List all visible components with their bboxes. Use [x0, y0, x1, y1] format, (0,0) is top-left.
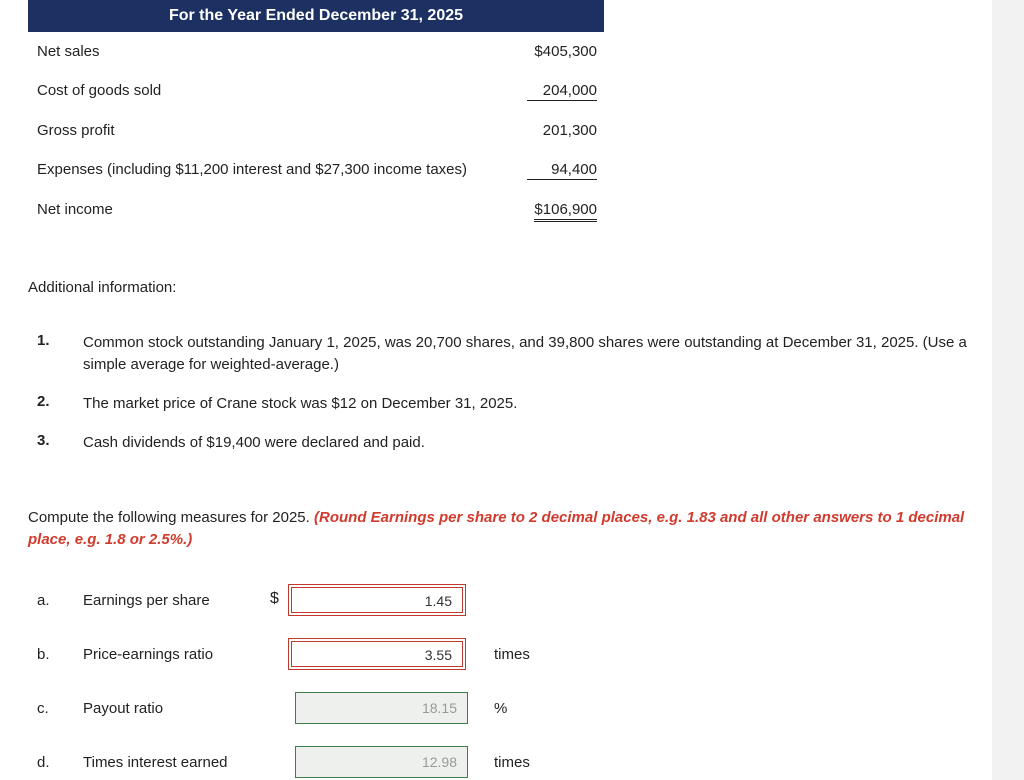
unit-label: % [494, 700, 508, 717]
statement-row-net-income [37, 201, 597, 223]
additional-info-heading: Additional information: [28, 279, 177, 296]
answer-field-outline [288, 638, 466, 670]
unit-label: times [494, 646, 530, 663]
statement-row-cogs [37, 82, 597, 104]
answer-field-outline [288, 584, 466, 616]
answer-input[interactable]: 3.55 [291, 641, 463, 667]
list-text: Cash dividends of $19,400 were declared and paid. [83, 434, 425, 451]
question-payout-ratio [37, 692, 637, 726]
statement-label: Gross profit [37, 122, 115, 139]
statement-row-gross-profit [37, 122, 597, 144]
question-label: Times interest earned [83, 754, 228, 771]
instructions [28, 507, 968, 551]
rounding-note: (Round Earnings per share to 2 decimal places, e.g. 1.83 and all other answers to 1 decimal place, e.g. 1.8 or 2.5%.) [28, 509, 965, 548]
question-label: Price-earnings ratio [83, 646, 214, 663]
list-number: 2. [37, 393, 50, 410]
statement-label: Cost of goods sold [37, 82, 162, 99]
statement-label: Net income [37, 201, 113, 218]
statement-row-net-sales [37, 43, 597, 65]
instructions-text: Compute the following measures for 2025. [28, 509, 310, 526]
list-text: The market price of Crane stock was $12 on December 31, 2025. [83, 395, 518, 412]
answer-input[interactable]: 1.45 [291, 587, 463, 613]
answer-input[interactable]: 18.15 [295, 692, 468, 724]
statement-period-header [28, 0, 604, 32]
answer-input[interactable]: 12.98 [295, 746, 468, 778]
question-letter: b. [37, 646, 50, 663]
list-number: 3. [37, 432, 50, 449]
unit-label: times [494, 754, 530, 771]
question-times-interest-earned [37, 746, 637, 780]
statement-amount: 201,300 [542, 122, 597, 139]
statement-period: For the Year Ended December 31, 2025 [168, 7, 464, 24]
statement-amount: 94,400 [527, 161, 597, 180]
statement-row-expenses [37, 161, 597, 183]
question-earnings-per-share [37, 584, 637, 618]
question-letter: a. [37, 592, 50, 609]
statement-amount: 204,000 [527, 82, 597, 101]
question-letter: c. [37, 700, 49, 717]
statement-amount: $405,300 [534, 43, 597, 60]
question-label: Payout ratio [83, 700, 164, 717]
dollar-prefix: $ [270, 590, 279, 607]
question-label: Earnings per share [83, 592, 210, 609]
question-price-earnings-ratio [37, 638, 637, 672]
question-letter: d. [37, 754, 50, 771]
statement-amount: $106,900 [534, 201, 597, 222]
statement-label: Net sales [37, 43, 100, 60]
statement-label: Expenses (including $11,200 interest and $27,300 income taxes) [37, 161, 467, 178]
list-text: Common stock outstanding January 1, 2025, was 20,700 shares, and 39,800 shares were outstanding at December 31, 2025. (Use a simple average for weighted-average.) [83, 334, 967, 373]
list-number: 1. [37, 332, 50, 349]
